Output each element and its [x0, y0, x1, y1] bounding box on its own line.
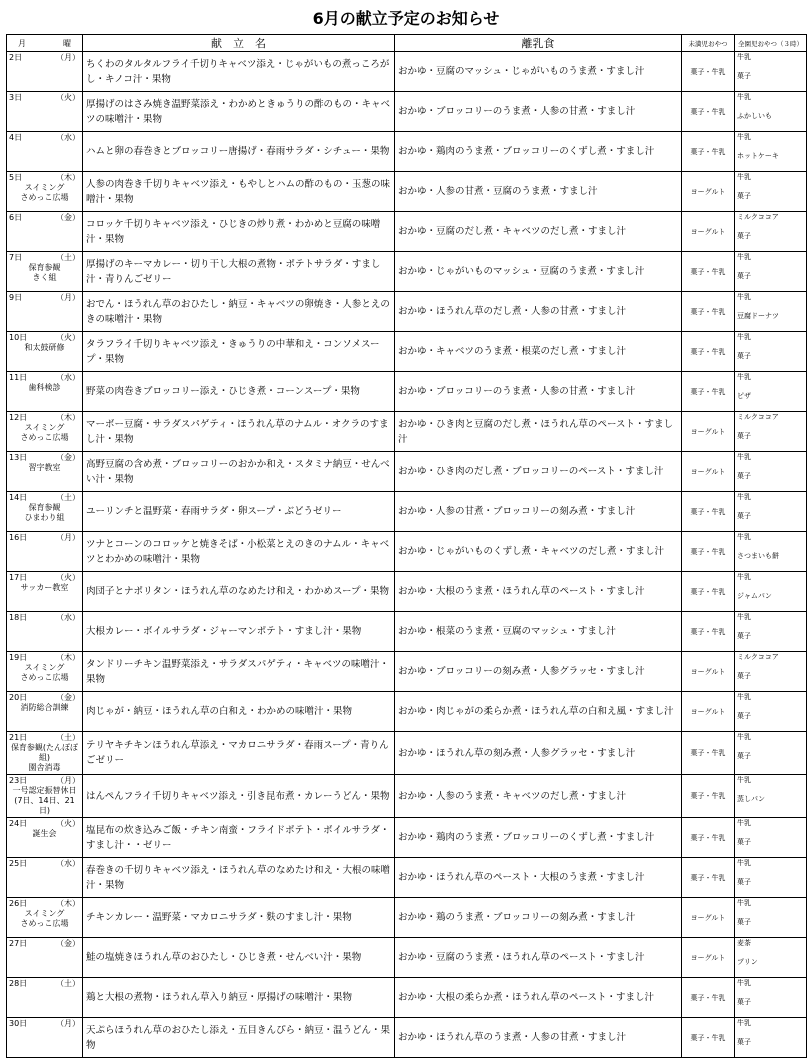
- header-toddler-snack: 未満児おやつ: [682, 35, 735, 52]
- all-snack-cell: [735, 938, 807, 978]
- date-cell: [7, 652, 83, 692]
- baby-food-cell: おかゆ・ひき肉と豆腐のだし煮・ほうれん草のペースト・すまし汁: [395, 412, 682, 452]
- snack-drink: 牛乳: [737, 373, 751, 381]
- event-note: サッカー教室: [20, 583, 69, 592]
- day-number: 2日: [9, 53, 23, 62]
- all-snack-cell: [735, 775, 807, 818]
- date-cell: [7, 858, 83, 898]
- baby-food-cell: おかゆ・ほうれん草の刻み煮・人参グラッセ・すまし汁: [395, 732, 682, 775]
- day-number: 16日: [9, 533, 28, 542]
- table-row: [7, 212, 807, 252]
- day-number: 4日: [9, 133, 23, 142]
- all-snack-cell: [735, 212, 807, 252]
- table-row: [7, 978, 807, 1018]
- snack-food: 菓子: [737, 272, 751, 280]
- toddler-snack-cell: 菓子・牛乳: [682, 332, 735, 372]
- baby-food-cell: おかゆ・鶏肉のうま煮・ブロッコリーのくずし煮・すまし汁: [395, 132, 682, 172]
- table-row: [7, 572, 807, 612]
- table-row: [7, 532, 807, 572]
- day-number: 24日: [9, 819, 28, 828]
- event-note: 和太鼓研修: [24, 343, 65, 352]
- event-note: スイミング: [24, 183, 65, 192]
- all-snack-cell: [735, 898, 807, 938]
- table-row: [7, 492, 807, 532]
- weekday: （木）: [56, 413, 80, 422]
- event-note: さめっこ広場: [20, 673, 69, 682]
- menu-cell: はんぺんフライ千切りキャベツ添え・引き昆布煮・カレーうどん・果物: [83, 775, 395, 818]
- date-cell: [7, 372, 83, 412]
- snack-food: ジャムパン: [737, 592, 772, 600]
- baby-food-cell: おかゆ・鶏のうま煮・ブロッコリーの刻み煮・すまし汁: [395, 898, 682, 938]
- snack-drink: ミルクココア: [737, 653, 779, 661]
- weekday: （金）: [56, 213, 80, 222]
- page-title: 6月の献立予定のお知らせ: [312, 8, 500, 28]
- event-note: 一号認定振替休日: [12, 786, 77, 795]
- day-number: 21日: [9, 733, 28, 742]
- header-all-snack: 全園児おやつ（３時）: [735, 35, 807, 52]
- table-row: [7, 52, 807, 92]
- snack-drink: 牛乳: [737, 93, 751, 101]
- all-snack-cell: [735, 172, 807, 212]
- date-cell: [7, 332, 83, 372]
- snack-food: 蒸しパン: [737, 795, 765, 803]
- snack-drink: 牛乳: [737, 693, 751, 701]
- event-note: スイミング: [24, 423, 65, 432]
- baby-food-cell: おかゆ・ほうれん草のうま煮・人参の甘煮・すまし汁: [395, 1018, 682, 1058]
- table-row: [7, 172, 807, 212]
- weekday: （水）: [56, 613, 80, 622]
- menu-cell: 厚揚げのキーマカレー・切り干し大根の煮物・ポテトサラダ・すまし汁・青りんごゼリー: [83, 252, 395, 292]
- weekday: （月）: [56, 293, 80, 302]
- header-weekday: 曜: [63, 38, 71, 48]
- date-cell: [7, 412, 83, 452]
- toddler-snack-cell: ヨーグルト: [682, 692, 735, 732]
- weekday: （月）: [56, 53, 80, 62]
- table-row: [7, 732, 807, 775]
- snack-food: 菓子: [737, 232, 751, 240]
- date-cell: [7, 172, 83, 212]
- toddler-snack-cell: 菓子・牛乳: [682, 732, 735, 775]
- day-number: 30日: [9, 1019, 28, 1028]
- snack-drink: 牛乳: [737, 776, 751, 784]
- snack-food: プリン: [737, 958, 758, 966]
- snack-food: ふかしいも: [737, 112, 772, 120]
- menu-cell: 高野豆腐の含め煮・ブロッコリーのおかか和え・スタミナ納豆・せんべい汁・果物: [83, 452, 395, 492]
- day-number: 14日: [9, 493, 28, 502]
- event-note: さめっこ広場: [20, 433, 69, 442]
- snack-drink: 牛乳: [737, 733, 751, 741]
- snack-food: 豆腐ドーナツ: [737, 312, 779, 320]
- baby-food-cell: おかゆ・根菜のうま煮・豆腐のマッシュ・すまし汁: [395, 612, 682, 652]
- snack-drink: 牛乳: [737, 979, 751, 987]
- baby-food-cell: おかゆ・人参の甘煮・ブロッコリーの刻み煮・すまし汁: [395, 492, 682, 532]
- table-row: [7, 858, 807, 898]
- toddler-snack-cell: 菓子・牛乳: [682, 532, 735, 572]
- event-note: ひまわり組: [24, 513, 65, 522]
- event-note: スイミング: [24, 909, 65, 918]
- weekday: （金）: [56, 693, 80, 702]
- toddler-snack-cell: 菓子・牛乳: [682, 978, 735, 1018]
- snack-food: 菓子: [737, 838, 751, 846]
- menu-cell: テリヤキチキンほうれん草添え・マカロニサラダ・春雨スープ・青りんごゼリー: [83, 732, 395, 775]
- date-cell: [7, 212, 83, 252]
- menu-cell: 肉団子とナポリタン・ほうれん草のなめたけ和え・わかめスープ・果物: [83, 572, 395, 612]
- all-snack-cell: [735, 52, 807, 92]
- snack-food: 菓子: [737, 672, 751, 680]
- snack-drink: 牛乳: [737, 53, 751, 61]
- date-cell: [7, 612, 83, 652]
- baby-food-cell: おかゆ・鶏肉のうま煮・ブロッコリーのくずし煮・すまし汁: [395, 818, 682, 858]
- menu-cell: タンドリーチキン温野菜添え・サラダスパゲティ・キャベツの味噌汁・果物: [83, 652, 395, 692]
- table-row: [7, 692, 807, 732]
- date-cell: [7, 775, 83, 818]
- snack-drink: 牛乳: [737, 533, 751, 541]
- date-cell: [7, 732, 83, 775]
- snack-drink: 牛乳: [737, 333, 751, 341]
- header-date: [7, 35, 83, 52]
- weekday: （火）: [56, 93, 80, 102]
- weekday: （木）: [56, 173, 80, 182]
- event-note: 習字教室: [28, 463, 61, 472]
- weekday: （金）: [56, 939, 80, 948]
- table-row: [7, 292, 807, 332]
- day-number: 20日: [9, 693, 28, 702]
- date-cell: [7, 132, 83, 172]
- all-snack-cell: [735, 292, 807, 332]
- menu-cell: ちくわのタルタルフライ千切りキャベツ添え・じゃがいもの煮っころがし・キノコ汁・果物: [83, 52, 395, 92]
- all-snack-cell: [735, 252, 807, 292]
- table-header-row: [7, 35, 807, 52]
- day-number: 7日: [9, 253, 23, 262]
- day-number: 25日: [9, 859, 28, 868]
- weekday: （水）: [56, 133, 80, 142]
- day-number: 11日: [9, 373, 28, 382]
- weekday: （木）: [56, 653, 80, 662]
- menu-cell: マーボー豆腐・サラダスパゲティ・ほうれん草のナムル・オクラのすまし汁・果物: [83, 412, 395, 452]
- toddler-snack-cell: 菓子・牛乳: [682, 775, 735, 818]
- event-note: 誕生会: [32, 829, 57, 838]
- snack-food: 菓子: [737, 472, 751, 480]
- date-cell: [7, 92, 83, 132]
- snack-food: 菓子: [737, 72, 751, 80]
- weekday: （火）: [56, 333, 80, 342]
- snack-drink: 牛乳: [737, 173, 751, 181]
- baby-food-cell: おかゆ・じゃがいものマッシュ・豆腐のうま煮・すまし汁: [395, 252, 682, 292]
- snack-drink: 牛乳: [737, 133, 751, 141]
- day-number: 5日: [9, 173, 23, 182]
- all-snack-cell: [735, 332, 807, 372]
- snack-drink: 牛乳: [737, 899, 751, 907]
- menu-cell: 鶏と大根の煮物・ほうれん草入り納豆・厚揚げの味噌汁・果物: [83, 978, 395, 1018]
- snack-drink: 牛乳: [737, 493, 751, 501]
- toddler-snack-cell: 菓子・牛乳: [682, 818, 735, 858]
- snack-food: 菓子: [737, 998, 751, 1006]
- date-cell: [7, 52, 83, 92]
- snack-drink: 牛乳: [737, 253, 751, 261]
- date-cell: [7, 452, 83, 492]
- date-cell: [7, 898, 83, 938]
- snack-food: 菓子: [737, 918, 751, 926]
- date-cell: [7, 492, 83, 532]
- day-number: 12日: [9, 413, 28, 422]
- toddler-snack-cell: 菓子・牛乳: [682, 292, 735, 332]
- snack-food: 菓子: [737, 1038, 751, 1046]
- snack-drink: 麦茶: [737, 939, 751, 947]
- menu-cell: チキンカレー・温野菜・マカロニサラダ・麩のすまし汁・果物: [83, 898, 395, 938]
- baby-food-cell: おかゆ・キャベツのうま煮・根菜のだし煮・すまし汁: [395, 332, 682, 372]
- header-menu: 献 立 名: [83, 35, 395, 52]
- weekday: （木）: [56, 899, 80, 908]
- snack-food: 菓子: [737, 512, 751, 520]
- baby-food-cell: おかゆ・人参のうま煮・キャベツのだし煮・すまし汁: [395, 775, 682, 818]
- toddler-snack-cell: 菓子・牛乳: [682, 132, 735, 172]
- event-note: 保育参観(たんぽぽ組): [10, 743, 79, 762]
- weekday: （火）: [56, 573, 80, 582]
- all-snack-cell: [735, 492, 807, 532]
- event-note: 保育参観: [28, 503, 61, 512]
- all-snack-cell: [735, 572, 807, 612]
- menu-cell: 野菜の肉巻きブロッコリー添え・ひじき煮・コーンスープ・果物: [83, 372, 395, 412]
- date-cell: [7, 818, 83, 858]
- event-note: スイミング: [24, 663, 65, 672]
- snack-drink: 牛乳: [737, 453, 751, 461]
- weekday: （土）: [56, 253, 80, 262]
- weekday: （火）: [56, 819, 80, 828]
- snack-drink: ミルクココア: [737, 413, 779, 421]
- baby-food-cell: おかゆ・豆腐のうま煮・ほうれん草のペースト・すまし汁: [395, 938, 682, 978]
- snack-food: 菓子: [737, 432, 751, 440]
- toddler-snack-cell: 菓子・牛乳: [682, 858, 735, 898]
- menu-cell: ユーリンチと温野菜・春雨サラダ・卵スープ・ぶどうゼリー: [83, 492, 395, 532]
- baby-food-cell: おかゆ・豆腐のマッシュ・じゃがいものうま煮・すまし汁: [395, 52, 682, 92]
- baby-food-cell: おかゆ・じゃがいものくずし煮・キャベツのだし煮・すまし汁: [395, 532, 682, 572]
- baby-food-cell: おかゆ・ブロッコリーのうま煮・人参の甘煮・すまし汁: [395, 92, 682, 132]
- event-note: きく組: [32, 273, 57, 282]
- weekday: （金）: [56, 453, 80, 462]
- menu-cell: ツナとコーンのコロッケと焼きそば・小松菜とえのきのナムル・キャベツとわかめの味噌汁・果物: [83, 532, 395, 572]
- weekday: （土）: [56, 979, 80, 988]
- toddler-snack-cell: ヨーグルト: [682, 452, 735, 492]
- toddler-snack-cell: ヨーグルト: [682, 898, 735, 938]
- snack-drink: 牛乳: [737, 293, 751, 301]
- toddler-snack-cell: 菓子・牛乳: [682, 252, 735, 292]
- day-number: 9日: [9, 293, 23, 302]
- menu-cell: 大根カレー・ボイルサラダ・ジャーマンポテト・すまし汁・果物: [83, 612, 395, 652]
- table-row: [7, 132, 807, 172]
- weekday: （土）: [56, 733, 80, 742]
- snack-food: ホットケーキ: [737, 152, 779, 160]
- weekday: （水）: [56, 859, 80, 868]
- event-note: (7日、14日、21日): [14, 796, 75, 815]
- toddler-snack-cell: ヨーグルト: [682, 938, 735, 978]
- table-row: [7, 775, 807, 818]
- all-snack-cell: [735, 652, 807, 692]
- date-cell: [7, 292, 83, 332]
- toddler-snack-cell: 菓子・牛乳: [682, 1018, 735, 1058]
- date-cell: [7, 252, 83, 292]
- snack-food: ピザ: [737, 392, 751, 400]
- toddler-snack-cell: 菓子・牛乳: [682, 372, 735, 412]
- all-snack-cell: [735, 818, 807, 858]
- menu-cell: 人参の肉巻き千切りキャベツ添え・もやしとハムの酢のもの・玉葱の味噌汁・果物: [83, 172, 395, 212]
- toddler-snack-cell: ヨーグルト: [682, 412, 735, 452]
- all-snack-cell: [735, 532, 807, 572]
- all-snack-cell: [735, 372, 807, 412]
- menu-cell: 塩昆布の炊き込みご飯・チキン南蛮・フライドポテト・ボイルサラダ・すまし汁・・ゼリー: [83, 818, 395, 858]
- all-snack-cell: [735, 692, 807, 732]
- weekday: （月）: [56, 533, 80, 542]
- menu-cell: 天ぷらほうれん草のおひたし添え・五目きんぴら・納豆・温うどん・果物: [83, 1018, 395, 1058]
- snack-food: 菓子: [737, 632, 751, 640]
- event-note: 消防総合訓練: [20, 703, 69, 712]
- table-row: [7, 818, 807, 858]
- table-row: [7, 412, 807, 452]
- menu-cell: ハムと卵の春巻きとブロッコリー唐揚げ・春雨サラダ・シチュー・果物: [83, 132, 395, 172]
- date-cell: [7, 692, 83, 732]
- event-note: 歯科検診: [28, 383, 61, 392]
- baby-food-cell: おかゆ・ほうれん草のペースト・大根のうま煮・すまし汁: [395, 858, 682, 898]
- all-snack-cell: [735, 92, 807, 132]
- menu-cell: タラフライ千切りキャベツ添え・きゅうりの中華和え・コンソメスープ・果物: [83, 332, 395, 372]
- table-row: [7, 612, 807, 652]
- snack-drink: 牛乳: [737, 573, 751, 581]
- snack-food: 菓子: [737, 752, 751, 760]
- day-number: 13日: [9, 453, 28, 462]
- menu-cell: 肉じゃが・納豆・ほうれん草の白和え・わかめの味噌汁・果物: [83, 692, 395, 732]
- baby-food-cell: おかゆ・ブロッコリーの刻み煮・人参グラッセ・すまし汁: [395, 652, 682, 692]
- all-snack-cell: [735, 858, 807, 898]
- weekday: （土）: [56, 493, 80, 502]
- table-row: [7, 92, 807, 132]
- table-row: [7, 452, 807, 492]
- date-cell: [7, 532, 83, 572]
- day-number: 10日: [9, 333, 28, 342]
- menu-table: [6, 34, 807, 1058]
- baby-food-cell: おかゆ・人参の甘煮・豆腐のうま煮・すまし汁: [395, 172, 682, 212]
- header-baby-food: 離乳食: [395, 35, 682, 52]
- snack-food: 菓子: [737, 192, 751, 200]
- day-number: 23日: [9, 776, 28, 785]
- day-number: 19日: [9, 653, 28, 662]
- day-number: 6日: [9, 213, 23, 222]
- snack-drink: 牛乳: [737, 613, 751, 621]
- snack-food: 菓子: [737, 878, 751, 886]
- baby-food-cell: おかゆ・肉じゃがの柔らか煮・ほうれん草の白和え風・すまし汁: [395, 692, 682, 732]
- table-row: [7, 898, 807, 938]
- toddler-snack-cell: 菓子・牛乳: [682, 572, 735, 612]
- table-row: [7, 252, 807, 292]
- weekday: （月）: [56, 776, 80, 785]
- menu-cell: おでん・ほうれん草のおひたし・納豆・キャベツの卵焼き・人参とえのきの味噌汁・果物: [83, 292, 395, 332]
- toddler-snack-cell: 菓子・牛乳: [682, 52, 735, 92]
- all-snack-cell: [735, 612, 807, 652]
- event-note: さめっこ広場: [20, 193, 69, 202]
- menu-cell: 厚揚げのはさみ焼き温野菜添え・わかめときゅうりの酢のもの・キャベツの味噌汁・果物: [83, 92, 395, 132]
- menu-cell: コロッケ千切りキャベツ添え・ひじきの炒り煮・わかめと豆腐の味噌汁・果物: [83, 212, 395, 252]
- toddler-snack-cell: 菓子・牛乳: [682, 492, 735, 532]
- event-note: 園舎消毒: [28, 763, 61, 772]
- day-number: 27日: [9, 939, 28, 948]
- day-number: 3日: [9, 93, 23, 102]
- table-row: [7, 938, 807, 978]
- date-cell: [7, 572, 83, 612]
- weekday: （月）: [56, 1019, 80, 1028]
- baby-food-cell: おかゆ・ほうれん草のだし煮・人参の甘煮・すまし汁: [395, 292, 682, 332]
- snack-food: 菓子: [737, 712, 751, 720]
- baby-food-cell: おかゆ・大根の柔らか煮・ほうれん草のペースト・すまし汁: [395, 978, 682, 1018]
- all-snack-cell: [735, 132, 807, 172]
- table-row: [7, 372, 807, 412]
- header-month: 月: [18, 38, 26, 48]
- day-number: 18日: [9, 613, 28, 622]
- toddler-snack-cell: ヨーグルト: [682, 212, 735, 252]
- baby-food-cell: おかゆ・ひき肉のだし煮・ブロッコリーのペースト・すまし汁: [395, 452, 682, 492]
- day-number: 28日: [9, 979, 28, 988]
- date-cell: [7, 978, 83, 1018]
- baby-food-cell: おかゆ・豆腐のだし煮・キャベツのだし煮・すまし汁: [395, 212, 682, 252]
- weekday: （水）: [56, 373, 80, 382]
- menu-cell: 鮭の塩焼きほうれん草のおひたし・ひじき煮・せんべい汁・果物: [83, 938, 395, 978]
- snack-drink: ミルクココア: [737, 213, 779, 221]
- toddler-snack-cell: ヨーグルト: [682, 172, 735, 212]
- toddler-snack-cell: ヨーグルト: [682, 652, 735, 692]
- table-row: [7, 332, 807, 372]
- snack-food: さつまいも餅: [737, 552, 779, 560]
- event-note: さめっこ広場: [20, 919, 69, 928]
- baby-food-cell: おかゆ・大根のうま煮・ほうれん草のペースト・すまし汁: [395, 572, 682, 612]
- all-snack-cell: [735, 978, 807, 1018]
- table-row: [7, 652, 807, 692]
- toddler-snack-cell: 菓子・牛乳: [682, 92, 735, 132]
- snack-food: 菓子: [737, 352, 751, 360]
- day-number: 26日: [9, 899, 28, 908]
- day-number: 17日: [9, 573, 28, 582]
- all-snack-cell: [735, 732, 807, 775]
- event-note: 保育参観: [28, 263, 61, 272]
- date-cell: [7, 938, 83, 978]
- snack-drink: 牛乳: [737, 819, 751, 827]
- baby-food-cell: おかゆ・ブロッコリーのうま煮・人参の甘煮・すまし汁: [395, 372, 682, 412]
- snack-drink: 牛乳: [737, 859, 751, 867]
- snack-drink: 牛乳: [737, 1019, 751, 1027]
- all-snack-cell: [735, 412, 807, 452]
- menu-cell: 春巻きの千切りキャベツ添え・ほうれん草のなめたけ和え・大根の味噌汁・果物: [83, 858, 395, 898]
- all-snack-cell: [735, 452, 807, 492]
- toddler-snack-cell: 菓子・牛乳: [682, 612, 735, 652]
